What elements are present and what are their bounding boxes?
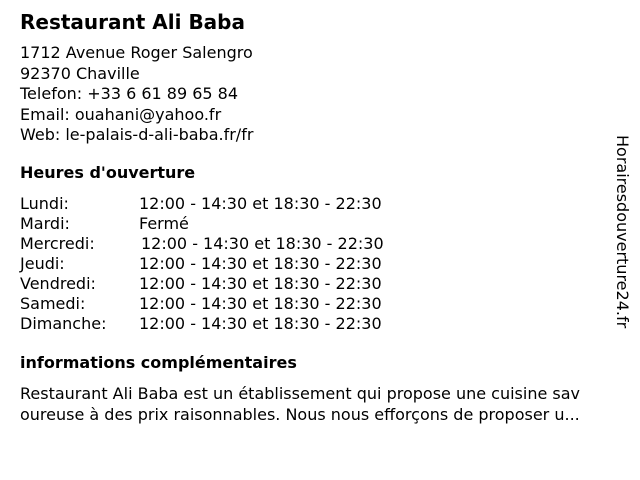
hours-value: Fermé: [139, 214, 189, 233]
day-label: Dimanche:: [20, 314, 107, 333]
phone-number[interactable]: Telefon: +33 6 61 89 65 84: [20, 84, 239, 103]
day-label: Samedi:: [20, 294, 86, 313]
site-watermark: Horairesdouverture24.fr: [613, 135, 632, 329]
day-label: Vendredi:: [20, 274, 96, 293]
day-label: Jeudi:: [20, 254, 65, 273]
hours-value: 12:00 - 14:30 et 18:30 - 22:30: [141, 234, 384, 253]
hours-value: 12:00 - 14:30 et 18:30 - 22:30: [139, 314, 382, 333]
restaurant-title: Restaurant Ali Baba: [20, 10, 245, 34]
address-city: 92370 Chaville: [20, 63, 140, 83]
description-line: Restaurant Ali Baba est un établissement qui propose une cuisine sav: [20, 384, 581, 403]
website-link[interactable]: Web: le-palais-d-ali-baba.fr/fr: [20, 125, 254, 144]
contact-block: [20, 43, 253, 146]
description-line: oureuse à des prix raisonnables. Nous nous efforçons de proposer u...: [20, 404, 580, 424]
hours-value: 12:00 - 14:30 et 18:30 - 22:30: [139, 294, 382, 313]
email-address[interactable]: Email: ouahani@yahoo.fr: [20, 104, 222, 124]
address-street: 1712 Avenue Roger Salengro: [20, 43, 253, 62]
additional-info-heading: informations complémentaires: [20, 353, 297, 372]
description-text: [20, 357, 632, 425]
hours-value: 12:00 - 14:30 et 18:30 - 22:30: [139, 194, 382, 213]
hours-value: 12:00 - 14:30 et 18:30 - 22:30: [139, 254, 382, 273]
hours-value: 12:00 - 14:30 et 18:30 - 22:30: [139, 274, 382, 293]
day-label: Lundi:: [20, 194, 69, 213]
day-label: Mardi:: [20, 214, 70, 233]
day-label: Mercredi:: [20, 234, 95, 253]
opening-hours-heading: Heures d'ouverture: [20, 163, 196, 182]
